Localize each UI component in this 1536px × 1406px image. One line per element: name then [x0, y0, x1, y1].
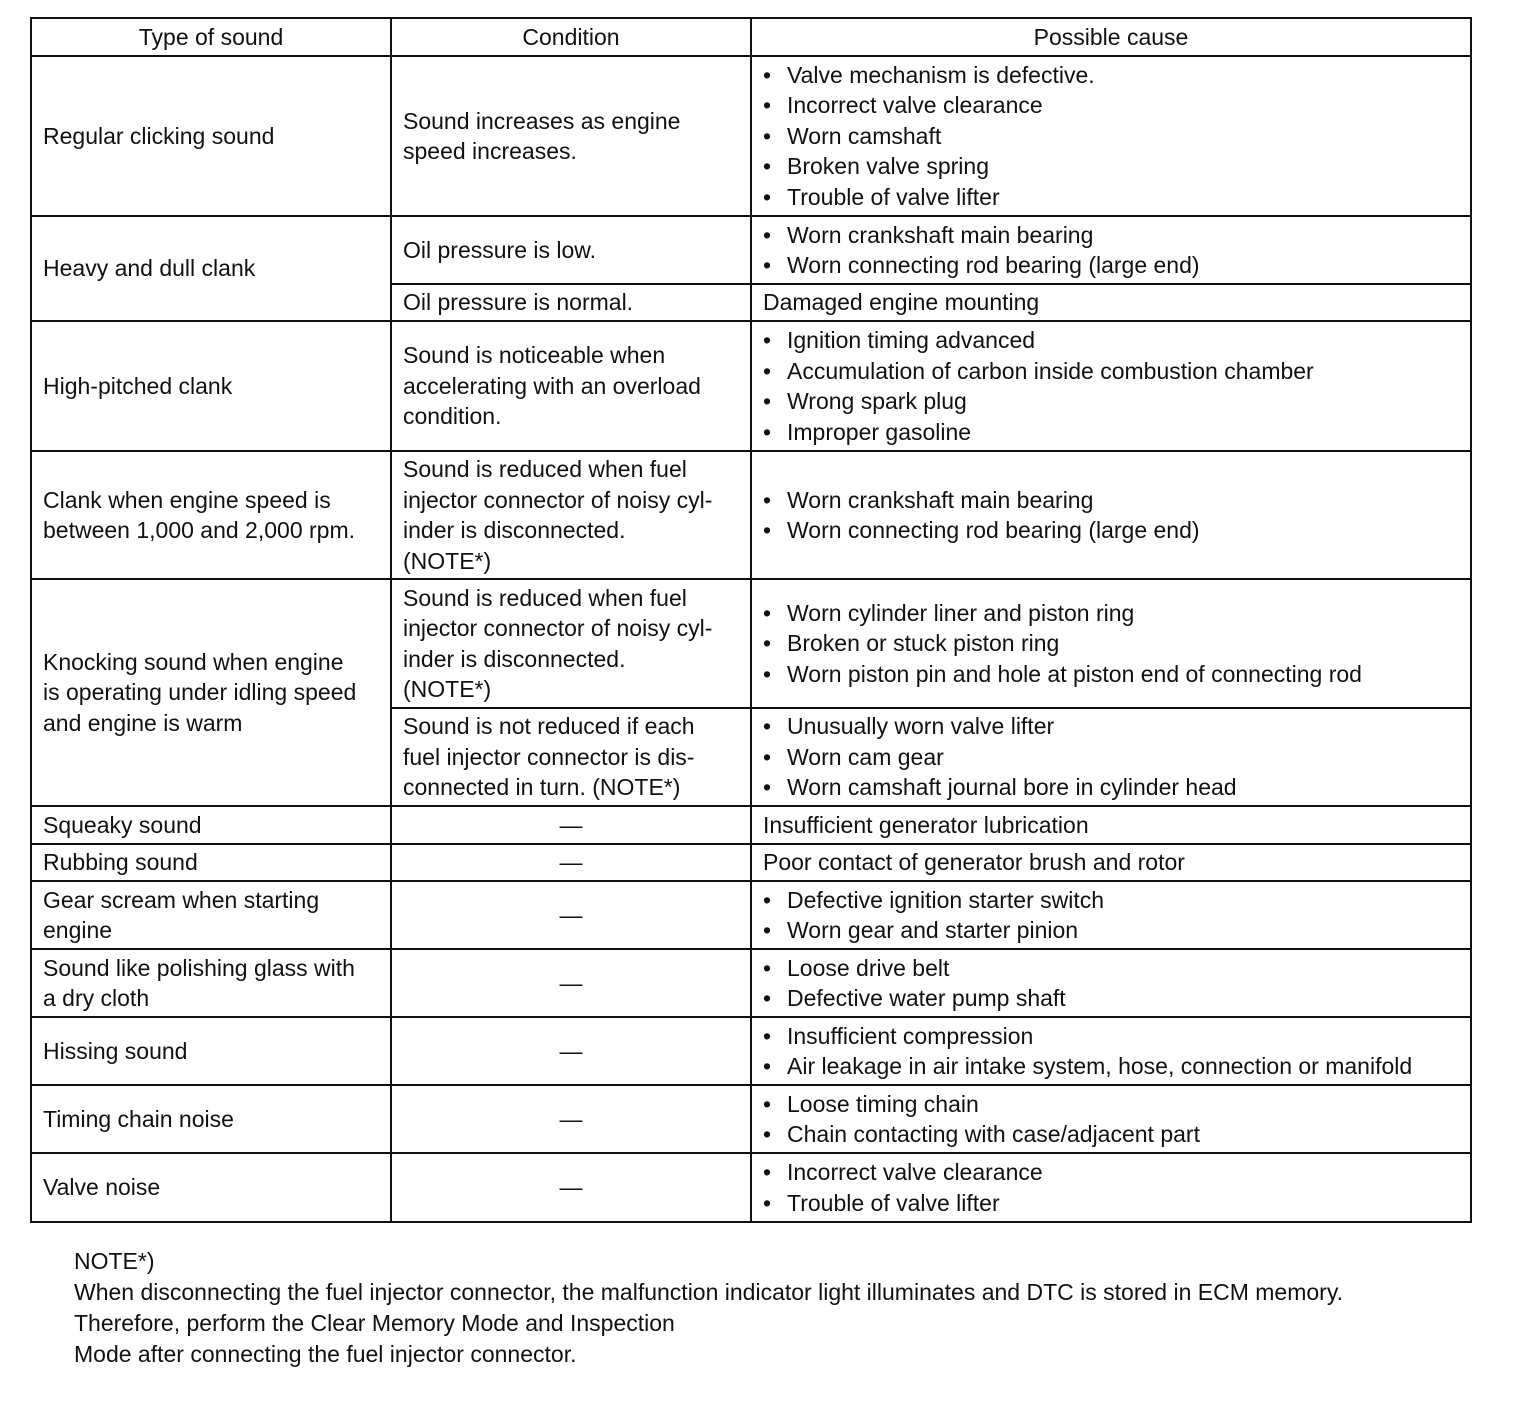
cause-cell: [751, 881, 1471, 949]
cause-cell: Insufficient generator lubrication: [751, 806, 1471, 844]
cause-item: • Trouble of valve lifter: [763, 1188, 1459, 1219]
type-cell: [31, 321, 391, 451]
cause-cell: [751, 1153, 1471, 1222]
condition-cell: —: [391, 806, 751, 844]
table-row: [31, 844, 1471, 881]
cause-list: [763, 1021, 1459, 1082]
condition-cell: —: [391, 949, 751, 1017]
type-line: Sound like polishing glass with: [43, 954, 355, 981]
type-line: Timing chain noise: [43, 1105, 234, 1132]
type-line: a dry cloth: [43, 985, 150, 1011]
condition-line: (NOTE*): [403, 676, 492, 702]
table-row: [31, 56, 1471, 216]
cause-item: • Air leakage in air intake system, hose, connection or manifold: [763, 1051, 1459, 1082]
cause-cell: [751, 708, 1471, 806]
sound-diagnosis-table: [30, 17, 1472, 1223]
condition-line: Sound increases as engine: [403, 107, 681, 134]
condition-line: fuel injector connector is dis-: [403, 743, 695, 770]
cause-cell: Damaged engine mounting: [751, 284, 1471, 321]
cause-list: [763, 598, 1459, 690]
type-line: Rubbing sound: [43, 849, 198, 876]
cause-item: • Worn cylinder liner and piston ring: [763, 598, 1459, 629]
cause-item: • Broken or stuck piston ring: [763, 628, 1459, 659]
table-row: [31, 949, 1471, 1017]
cause-item: • Defective ignition starter switch: [763, 885, 1459, 916]
table-row: [31, 1085, 1471, 1153]
cause-item: • Worn camshaft: [763, 121, 1459, 152]
type-line: Hissing sound: [43, 1037, 188, 1064]
cause-list: [763, 711, 1459, 803]
table-row: [31, 1153, 1471, 1222]
cause-cell: [751, 579, 1471, 708]
condition-line: injector connector of noisy cyl-: [403, 486, 713, 513]
cause-item: • Loose drive belt: [763, 953, 1459, 984]
condition-line: Oil pressure is normal.: [403, 289, 634, 316]
condition-line: connected in turn. (NOTE*): [403, 774, 681, 801]
condition-line: injector connector of noisy cyl-: [403, 615, 713, 641]
cause-item: • Insufficient compression: [763, 1021, 1459, 1052]
cause-item: • Incorrect valve clearance: [763, 1157, 1459, 1188]
condition-cell: [391, 579, 751, 708]
condition-cell: [391, 216, 751, 284]
cause-list: [763, 325, 1459, 447]
condition-cell: [391, 284, 751, 321]
cause-list: [763, 1089, 1459, 1150]
cause-cell: [751, 56, 1471, 216]
type-cell: [31, 451, 391, 579]
cause-list: [763, 60, 1459, 213]
condition-cell: —: [391, 844, 751, 881]
condition-line: Sound is reduced when fuel: [403, 584, 687, 611]
cause-list: [763, 485, 1459, 546]
table-row: [31, 579, 1471, 708]
type-line: Heavy and dull clank: [43, 255, 256, 282]
condition-line: Sound is not reduced if each: [403, 713, 695, 740]
condition-cell: —: [391, 881, 751, 949]
type-line: is operating under idling speed: [43, 679, 357, 706]
cause-item: • Defective water pump shaft: [763, 983, 1459, 1014]
type-line: Clank when engine speed is: [43, 486, 331, 513]
cause-item: • Worn cam gear: [763, 742, 1459, 773]
header-row: [31, 18, 1471, 56]
cause-item: • Worn connecting rod bearing (large end): [763, 515, 1459, 546]
condition-line: Sound is reduced when fuel: [403, 456, 687, 482]
type-cell: [31, 844, 391, 881]
type-cell: [31, 1085, 391, 1153]
cause-cell: Poor contact of generator brush and rotor: [751, 844, 1471, 881]
cause-item: • Worn piston pin and hole at piston end of connecting rod: [763, 659, 1459, 690]
type-cell: [31, 1017, 391, 1085]
cause-list: [763, 1157, 1459, 1218]
note-line: Mode after connecting the fuel injector connector.: [74, 1341, 577, 1367]
type-cell: [31, 1153, 391, 1222]
cause-item: • Wrong spark plug: [763, 386, 1459, 417]
type-cell: [31, 56, 391, 216]
note-line: When disconnecting the fuel injector connector, the malfunction indicator light illuminates and DTC is stored in ECM memory.: [74, 1279, 1343, 1305]
header-condition: Condition: [391, 18, 751, 56]
cause-item: • Worn crankshaft main bearing: [763, 220, 1459, 251]
type-line: Gear scream when starting: [43, 886, 320, 913]
condition-cell: —: [391, 1017, 751, 1085]
table-row: [31, 216, 1471, 284]
header-type-of-sound: Type of sound: [31, 18, 391, 56]
condition-line: condition.: [403, 403, 502, 430]
condition-line: (NOTE*): [403, 547, 492, 574]
cause-list: [763, 953, 1459, 1014]
cause-cell: [751, 1085, 1471, 1153]
type-cell: [31, 216, 391, 321]
cause-item: • Worn connecting rod bearing (large end): [763, 250, 1459, 281]
table-row: [31, 321, 1471, 451]
cause-item: • Broken valve spring: [763, 151, 1459, 182]
cause-item: • Loose timing chain: [763, 1089, 1459, 1120]
condition-line: speed increases.: [403, 138, 577, 164]
cause-item: • Incorrect valve clearance: [763, 90, 1459, 121]
type-cell: [31, 579, 391, 806]
table-row: [31, 451, 1471, 579]
note-title: NOTE*): [74, 1248, 155, 1274]
cause-list: [763, 885, 1459, 946]
type-line: Regular clicking sound: [43, 122, 275, 149]
condition-cell: —: [391, 1153, 751, 1222]
cause-cell: [751, 216, 1471, 284]
cause-list: [763, 220, 1459, 281]
table-row: [31, 1017, 1471, 1085]
cause-item: • Unusually worn valve lifter: [763, 711, 1459, 742]
condition-line: Oil pressure is low.: [403, 236, 597, 263]
condition-cell: [391, 56, 751, 216]
condition-line: inder is disconnected.: [403, 517, 626, 543]
cause-item: • Valve mechanism is defective.: [763, 60, 1459, 91]
cause-item: • Worn camshaft journal bore in cylinder head: [763, 772, 1459, 803]
condition-cell: [391, 451, 751, 579]
cause-cell: [751, 321, 1471, 451]
condition-line: accelerating with an overload: [403, 372, 701, 399]
footnote: [74, 1246, 1343, 1370]
header-possible-cause: Possible cause: [751, 18, 1471, 56]
cause-cell: [751, 949, 1471, 1017]
type-line: engine: [43, 917, 113, 943]
cause-cell: [751, 451, 1471, 579]
cause-item: • Worn gear and starter pinion: [763, 915, 1459, 946]
type-cell: [31, 806, 391, 844]
type-line: between 1,000 and 2,000 rpm.: [43, 517, 356, 543]
table-row: [31, 806, 1471, 844]
type-line: Valve noise: [43, 1174, 161, 1201]
condition-cell: [391, 321, 751, 451]
condition-cell: [391, 708, 751, 806]
condition-line: inder is disconnected.: [403, 645, 626, 672]
cause-item: • Chain contacting with case/adjacent part: [763, 1119, 1459, 1150]
type-cell: [31, 949, 391, 1017]
type-line: and engine is warm: [43, 709, 243, 736]
cause-cell: [751, 1017, 1471, 1085]
type-line: High-pitched clank: [43, 372, 233, 399]
condition-cell: —: [391, 1085, 751, 1153]
type-line: Squeaky sound: [43, 811, 202, 838]
cause-item: • Worn crankshaft main bearing: [763, 485, 1459, 516]
note-line: Therefore, perform the Clear Memory Mode and Inspection: [74, 1310, 675, 1336]
cause-item: • Trouble of valve lifter: [763, 182, 1459, 213]
type-cell: [31, 881, 391, 949]
cause-item: • Ignition timing advanced: [763, 325, 1459, 356]
type-line: Knocking sound when engine: [43, 648, 344, 675]
cause-item: • Accumulation of carbon inside combustion chamber: [763, 356, 1459, 387]
cause-item: • Improper gasoline: [763, 417, 1459, 448]
condition-line: Sound is noticeable when: [403, 342, 666, 369]
table-row: [31, 881, 1471, 949]
